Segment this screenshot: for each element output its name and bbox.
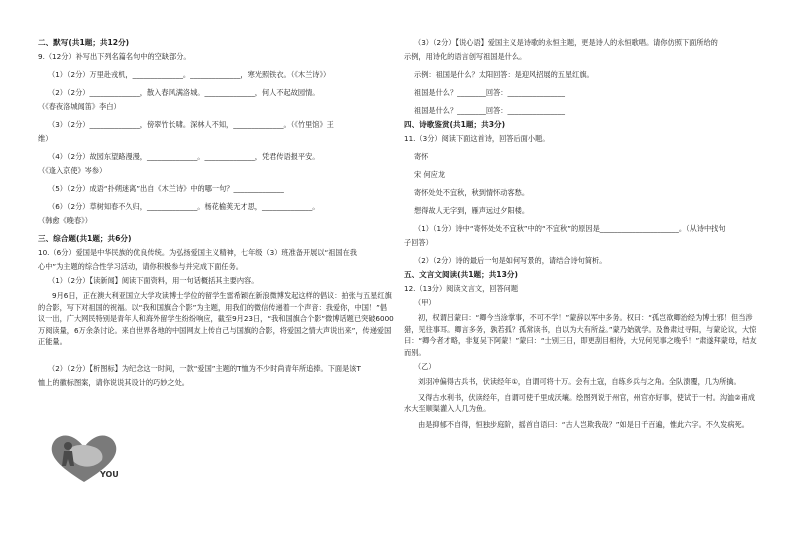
figure-head (64, 442, 72, 450)
question-10-2: （2）（2分）【析图标】为纪念这一时间，一款“爱国”主题的T恤为不少时尚青年所追捧。下面是该T (48, 363, 361, 373)
question-9-3: （3）（2分）______________，傍翠竹长啸。深林人不知，______________。（《竹里馆》王 (48, 120, 334, 129)
question-9-2-source: （《春夜洛城闻笛》李白） (38, 102, 121, 111)
passage-yi-label: （乙） (414, 362, 436, 371)
question-10-stem-cont: 心中”为主题的综合性学习活动，请你积极参与并完成下面任务。 (38, 262, 243, 271)
question-11-2: （2）（2分）诗的最后一句是如何写景的，请结合诗句简析。 (414, 256, 607, 265)
question-9-6: （6）（2分）草树知春不久归，______________。杨花榆荚无才思，______________。 (48, 202, 320, 211)
left-column (38, 38, 394, 396)
question-9-4: （4）（2分）故园东望路漫漫，______________。______________，凭君传语报平安。 (48, 152, 320, 161)
question-11-stem: 11.（3分）阅读下面这首诗，回答后面小题。 (404, 134, 550, 143)
question-9-stem: 9.（12分）补写出下列名篇名句中的空缺部分。 (38, 52, 191, 61)
section-dictation-title: 二、默写(共1题；共12分) (38, 38, 130, 47)
question-9-4-source: （《逢入京使》岑参） (38, 166, 107, 175)
poem-title: 寄怀 (414, 152, 429, 161)
question-10-1: （1）（2分）【读新闻】阅读下面资料，用一句话概括其主要内容。 (48, 276, 259, 285)
question-9-1: （1）（2分）万里赴戎机，______________。______________，寒光照铁衣。（《木兰诗》） (48, 70, 331, 79)
question-10-2-cont: 恤上的徽标图案，请你说说其设计的巧妙之处。 (38, 377, 189, 387)
passage-jia-label: （甲） (414, 298, 436, 307)
poem-line-1: 寄怀处处不宜秋，秋到情怀动客愁。 (414, 188, 530, 197)
example-line-2: 祖国是什么？________回答：________________ (414, 88, 565, 97)
question-9-3-source: 维） (38, 134, 53, 143)
question-9-6-source: （韩愈《晚春》） (38, 216, 92, 225)
example-line-3: 祖国是什么？________回答：________________ (414, 106, 565, 115)
question-9-5: （5）（2分）成语“扑朔迷离”出自《木兰诗》中的哪一句？______________ (48, 184, 284, 193)
question-10-stem: 10.（6分）爱国是中华民族的优良传统。为弘扬爱国主义精神，七年级（3）班准备开展以“祖国在我 (38, 248, 357, 257)
question-11-1-cont: 子回答） (404, 238, 433, 247)
passage-yi-para-1: 刘羽冲偏得古兵书，伏读经年①，自谓可将十万。会有土寇，自练乡兵与之角。全队溃覆，几为所擒。 (418, 377, 741, 386)
right-column (404, 38, 760, 434)
question-12-stem: 12.（13分）阅读文言文，回答问题 (404, 284, 519, 293)
logo-word: YOU (100, 470, 119, 479)
poem-author: 宋 何应龙 (414, 170, 446, 179)
passage-yi-para-3: 由是抑郁不自得，恒独步庭阶，摇首自语曰：“古人岂欺我哉？”如是日千百遍，惟此六字。不久发病死。 (418, 419, 749, 429)
question-10-3: （3）（2分）【说心语】爱国主义是诗歌的永恒主题，更是诗人的永恒歌唱。请你仿照下面所给的 (414, 38, 718, 47)
example-line-1: 示例：祖国是什么？太阳回答：是迎风招展的五星红旗。 (414, 70, 594, 79)
news-paragraph: 9月6日，正在澳大利亚国立大学攻读博士学位的留学生雷希颖在新浪微博发起这样的倡议：拍张与五星红旗的合影，写下对祖国的祝福。以“我和国旗合个影”为主题，用我们的微信传递着一个声音：我爱你，中国！”倡议一出，广大网民特别是青年人和海外留学生纷纷响应，截至9月23日，“我和国旗合个影”微博话题已突破6000万阅读量，6万余条讨论。来自世界各地的中国网友上传自己与国旗的合影，将爱国之情大声说出来”，传递爱国正能量。 (38, 291, 394, 346)
section-poetry-title: 四、诗歌鉴赏(共1题；共3分) (404, 120, 506, 129)
poem-line-2: 想得故人无字到，雁声远过夕阳楼。 (414, 206, 530, 215)
question-10-3-cont: 示例，用诗化的语言创写祖国是什么。 (404, 52, 527, 61)
question-11-1: （1）（1分）诗中“寄怀处处不宜秋”中的“不宜秋”的原因是______________________。（从诗中找句 (414, 224, 726, 233)
passage-yi-para-2: 又得古水利书，伏读经年，自谓可使千里成沃壤。绘图列说于州官，州官亦好事，使试于一村。沟洫②甫成水大至顺渠灌入人几为鱼。 (404, 392, 756, 413)
question-9-2: （2）（2分）______________，散入春风满洛城。______________，何人不起故园情。 (48, 88, 320, 97)
section-comprehensive-title: 三、综合题(共1题；共6分) (38, 234, 132, 243)
section-classical-title: 五、文言文阅读(共1题；共13分) (404, 270, 518, 279)
passage-jia-text: 初，权谓吕蒙曰：“卿今当涂掌事，不可不学！”蒙辞以军中多务。权曰：“孤岂欲卿治经为博士邪！但当涉猎，见往事耳。卿言多务，孰若孤？孤常读书，自以为大有所益。”蒙乃始就学。及鲁肃过寻阳，与蒙论议，大惊曰：“卿今者才略，非复吴下阿蒙！”蒙曰：“士别三日，即更刮目相待，大兄何见事之晚乎！”肃遂拜蒙母，结友而别。 (404, 313, 757, 357)
